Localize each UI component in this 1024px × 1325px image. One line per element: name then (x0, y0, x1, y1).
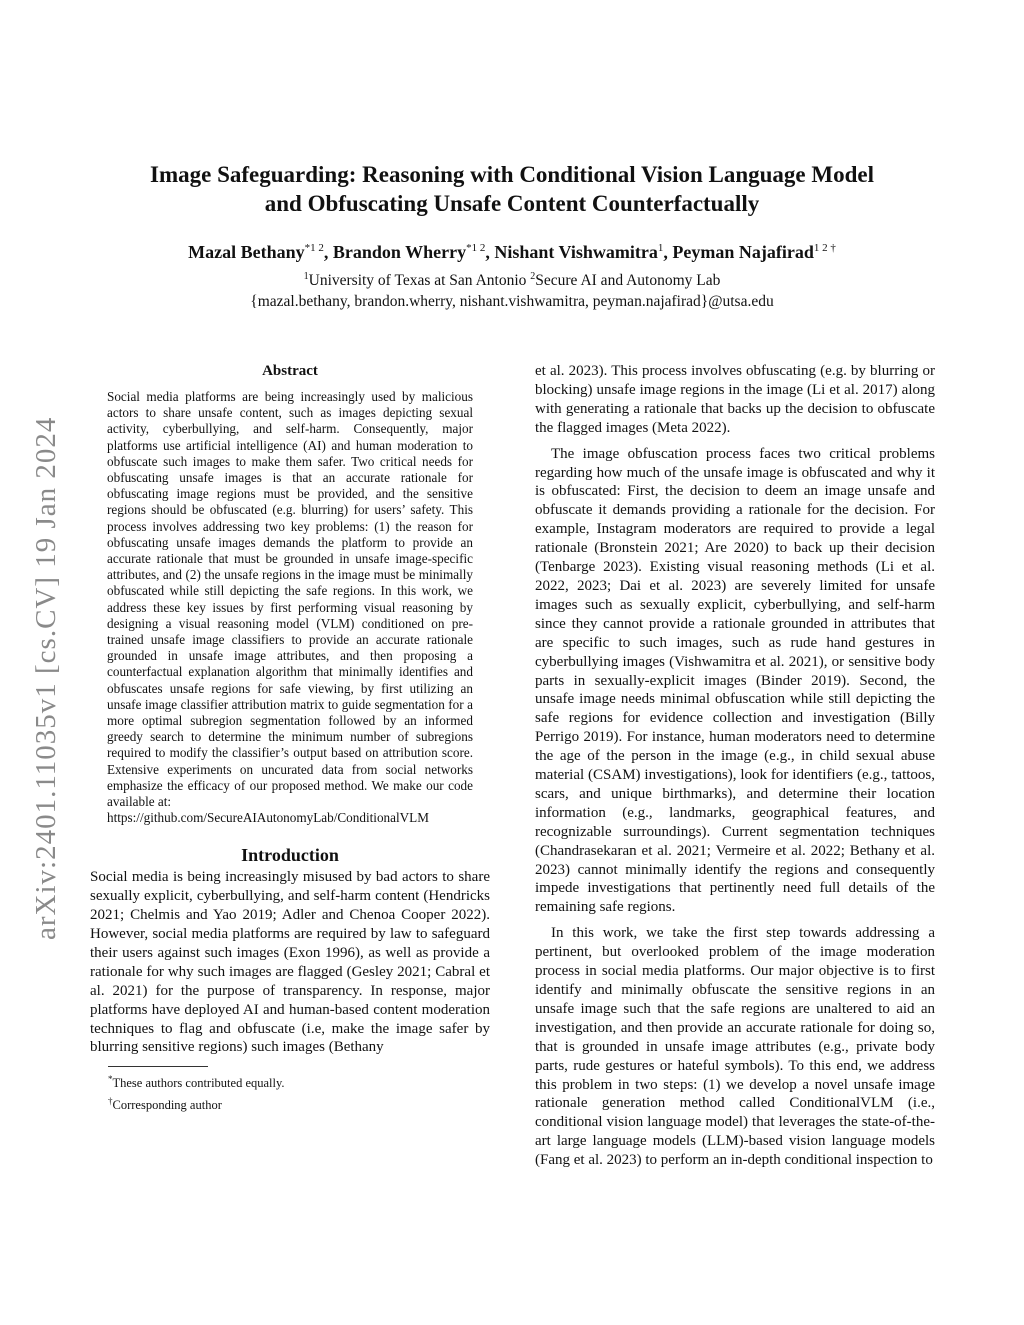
title-line-2: and Obfuscating Unsafe Content Counterfactually (264, 191, 760, 216)
affiliations (60, 266, 964, 312)
body-paragraph: et al. 2023). This process involves obfuscating (e.g. by blurring or blocking) unsafe image regions in the image (Li et al. 2017) along with generating a rationale that backs up the decision to obfuscate the flagged images (Meta 2022). (535, 363, 935, 436)
author-name: Mazal Bethany (188, 242, 305, 262)
body-paragraph: In this work, we take the first step towards addressing a pertinent, but overlooked problem of the image moderation process in social media platforms. Our major objective is to first identify and minimally obfuscate the sensitive regions in an unsafe image such that the safe regions are unaltered to aid an investigation, and then provide an accurate rationale for doing so, that is grounded in unsafe image attributes (e.g., private body parts, rude gestures or hateful symbols). To this end, we address this problem in two steps: (1) we develop a novel unsafe image rationale generation method called ConditionalVLM (i.e., conditional vision language model) that leverages the state-of-the-art large language models (LLM)-based vision language models (Fang et al. 2023) to perform an in-depth conditional inspection to (535, 925, 935, 1169)
title-line-1: Image Safeguarding: Reasoning with Conditional Vision Language Model (150, 162, 874, 187)
code-url[interactable]: https://github.com/SecureAIAutonomyLab/ConditionalVLM (107, 810, 429, 826)
footnote-equal (108, 1071, 490, 1092)
author-marks: 1 2 † (813, 242, 836, 254)
abstract-body (107, 389, 473, 826)
introduction-heading: Introduction (241, 845, 339, 866)
footnote-text: These authors contributed equally. (112, 1076, 285, 1091)
author-list: Mazal Bethany$^{*1 2}$, Brandon Wherry$^{*1 2}$, Nishant Vishwamitra$^1$, Peyman Najafirad$^{1 2 \dagger}$ (188, 242, 836, 262)
author-marks: *1 2 (466, 242, 486, 254)
affiliation-mark: 2 (530, 271, 536, 282)
footnote-mark: * (108, 1074, 113, 1085)
author-marks: *1 2 (304, 242, 324, 254)
footnote-corresponding (108, 1093, 490, 1114)
affiliation-utsa: University of Texas at San Antonio (308, 272, 527, 290)
footnote-divider (108, 1066, 208, 1067)
abstract-text: Social media platforms are being increasingly used by malicious actors to share unsafe content, such as images depicting sexual activity, cyberbullying, and self-harm. Consequently, major platforms use artificial intelligence (AI) and human moderation to obfuscate such images to make them safer. Two critical needs for obfuscating unsafe images is that an accurate rationale for obfuscating image regions must be provided, and the sensitive regions should be obfuscated (e.g. blurring) for users’ safety. This process involves addressing two key problems: (1) the reason for obfuscating unsafe images demands the platform to provide an accurate rationale that must be grounded in unsafe image-specific attributes, and (2) the unsafe regions in the image must be minimally obfuscated while still depicting the safe regions. In this work, we address these key issues by first performing visual reasoning by designing a visual reasoning model (VLM) conditioned on pre-trained unsafe image classifiers to provide an accurate rationale grounded in unsafe image attributes, and then proposing a counterfactual explanation algorithm that minimally identifies and obfuscates unsafe regions for safe viewing, by first utilizing an unsafe image classifier attribution matrix to guide segmentation for a more optimal subregion segmentation followed by an informed greedy search to determine the minimum number of subregions required to modify the classifier’s output based on attribution score. Extensive experiments on uncurated data from social networks emphasize the efficacy of our proposed method. We make our code available at: (107, 388, 473, 809)
right-column (535, 362, 935, 1170)
abstract-heading: Abstract (262, 363, 318, 379)
introduction-paragraph: Social media is being increasingly misused by bad actors to share sexually explicit, cyberbullying, and self-harm content (Hendricks 2021; Chelmis and Yao 2019; Adler and Chenoa Cooper 2022). However, social media platforms are required by law to safeguard their users against such images (Exon 1996), as well as provide a rationale for why such images are flagged (Gesley 2021; Cabral et al. 2021) for the purpose of transparency. In response, major platforms have deployed AI and human-based content moderation techniques to flag and obfuscate (i.e, make the image safer by blurring sensitive regions) such images (Bethany (90, 869, 490, 1056)
paper-title (90, 160, 934, 218)
affiliation-lab: Secure AI and Autonomy Lab (535, 272, 721, 290)
author-marks: 1 (657, 242, 664, 254)
affiliation-line (60, 266, 964, 291)
author-name: Peyman Najafirad (672, 242, 814, 262)
footnote-mark: † (108, 1095, 113, 1106)
author-name: Brandon Wherry (332, 242, 467, 262)
left-column (90, 362, 490, 1114)
footnote-text: Corresponding author (112, 1097, 222, 1112)
body-paragraph: The image obfuscation process faces two critical problems regarding how much of the unsafe image is obfuscated and why it is obfuscated: First, the decision to deem an image unsafe and obfuscate it demands providing a rationale for the decision. For example, Instagram moderators are required to provide a legal rationale (Bronstein 2021; Are 2020) to back up their decision (Tenbarge 2023). Existing visual reasoning methods (Li et al. 2022, 2023; Dai et al. 2023) are severely limited for unsafe images such as sexually explicit, cyberbullying, and self-harm since they cannot provide a rationale grounded in attributes that are specific to such images, such as rude hand gestures in cyberbullying images (Vishwamitra et al. 2021), or sensitive body parts in sexually-explicit images (Binder 2019). Second, the unsafe image needs minimal obfuscation while still depicting the safe regions for evidence collection and investigation (Billy Perrigo 2019). For instance, human moderators need to determine the age of the person in the image (e.g., in child sexual abuse material (CSAM) investigations), look for identifiers (e.g., tattoos, scars, and unique birthmarks), and determine their location information (e.g., landmarks, geographical features, and recognizable surroundings). Current segmentation techniques (Chandrasekaran et al. 2021; Vermeire et al. 2022; Bethany et al. 2023) cannot minimally identify the regions and consequently impede investigations that pertinently need full details of the remaining safe regions. (535, 445, 935, 916)
arxiv-stamp: arXiv:2401.11035v1 [cs.CV] 19 Jan 2024 (30, 416, 62, 940)
affiliation-mark: 1 (303, 271, 309, 282)
author-name: Nishant Vishwamitra (494, 242, 658, 262)
author-emails: {mazal.bethany, brandon.wherry, nishant.vishwamitra, peyman.najafirad}@utsa.edu (250, 293, 774, 311)
